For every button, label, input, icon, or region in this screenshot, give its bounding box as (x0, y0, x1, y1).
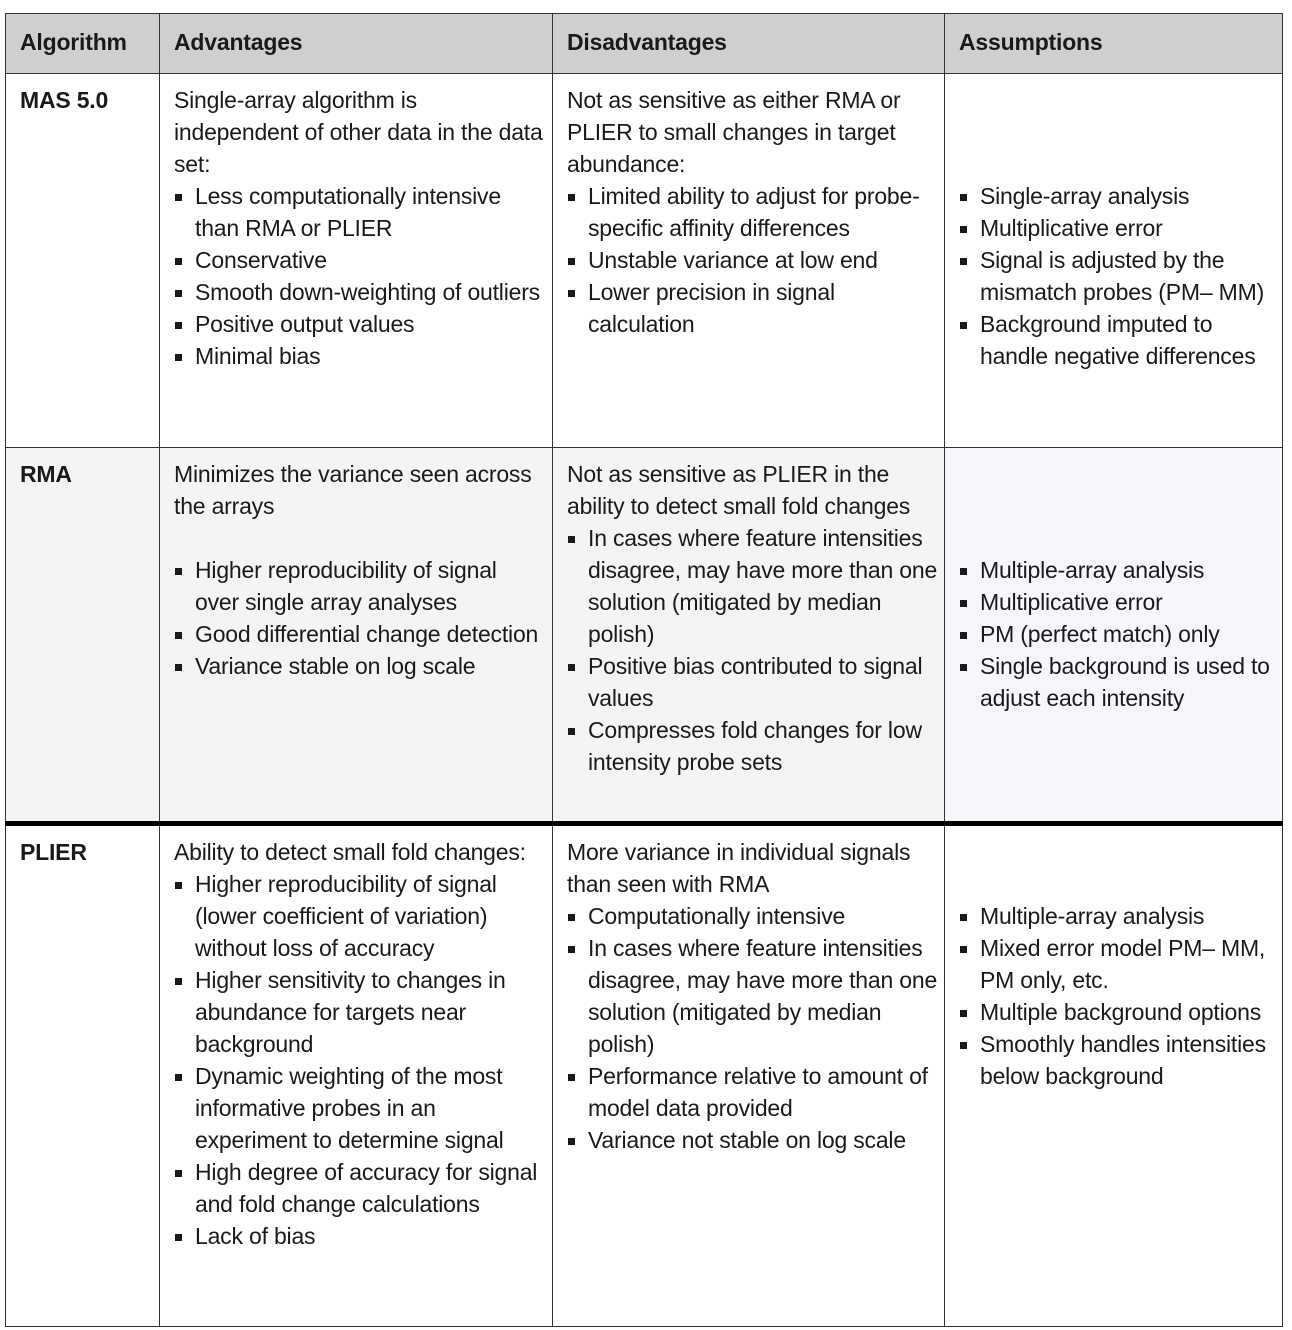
square-bullet-icon (175, 1170, 182, 1177)
square-bullet-icon (175, 194, 182, 201)
assumptions-cell (945, 448, 1283, 824)
list-item-text: Single background is used to adjust each intensity (980, 653, 1270, 711)
square-bullet-icon (568, 258, 575, 265)
list-item-text: Background imputed to handle negative differences (980, 311, 1256, 369)
disadvantages-cell (553, 74, 945, 448)
list-item-text: Multiplicative error (980, 215, 1163, 241)
list-item-text: Variance stable on log scale (195, 653, 476, 679)
header-assumptions: Assumptions (945, 14, 1283, 74)
list-item (174, 1220, 546, 1252)
list-item (959, 586, 1276, 618)
list-item (959, 932, 1276, 996)
square-bullet-icon (960, 1010, 967, 1017)
square-bullet-icon (960, 258, 967, 265)
list-item (959, 996, 1276, 1028)
square-bullet-icon (960, 226, 967, 233)
advantages-list (174, 868, 546, 1252)
advantages-cell (160, 74, 553, 448)
list-item-text: Positive bias contributed to signal values (588, 653, 923, 711)
list-item-text: Less computationally intensive than RMA or PLIER (195, 183, 501, 241)
square-bullet-icon (568, 536, 575, 543)
algorithm-name: RMA (6, 448, 160, 824)
advantages-intro: Ability to detect small fold changes: (174, 839, 526, 865)
advantages-intro: Minimizes the variance seen across the arrays (174, 461, 532, 519)
list-item-text: Lack of bias (195, 1223, 316, 1249)
list-item-text: Limited ability to adjust for probe-specific affinity differences (588, 183, 920, 241)
square-bullet-icon (568, 946, 575, 953)
assumptions-list (959, 180, 1276, 372)
square-bullet-icon (960, 568, 967, 575)
square-bullet-icon (960, 1042, 967, 1049)
list-item-text: In cases where feature intensities disagree, may have more than one solution (mitigated by median polish) (588, 525, 938, 647)
list-item (959, 308, 1276, 372)
list-item-text: Conservative (195, 247, 327, 273)
square-bullet-icon (568, 290, 575, 297)
list-item (959, 900, 1276, 932)
list-item-text: Signal is adjusted by the mismatch probes (PM– MM) (980, 247, 1265, 305)
square-bullet-icon (568, 664, 575, 671)
list-item (959, 650, 1276, 714)
list-item (567, 650, 938, 714)
list-item-text: Single-array analysis (980, 183, 1190, 209)
disadvantages-list (567, 180, 938, 340)
list-item-text: Computationally intensive (588, 903, 846, 929)
list-item (174, 868, 546, 964)
table-row-rma (6, 448, 1283, 824)
list-item (174, 650, 546, 682)
list-item (959, 618, 1276, 650)
list-item-text: Smooth down-weighting of outliers (195, 279, 540, 305)
disadvantages-intro: Not as sensitive as either RMA or PLIER to small changes in target abundance: (567, 87, 901, 177)
list-item (959, 1028, 1276, 1092)
header-advantages: Advantages (160, 14, 553, 74)
list-item (174, 1060, 546, 1156)
disadvantages-intro: More variance in individual signals than seen with RMA (567, 839, 911, 897)
list-item (567, 276, 938, 340)
advantages-cell (160, 448, 553, 824)
list-item-text: Higher reproducibility of signal (lower coefficient of variation) without loss of accuracy (195, 871, 497, 961)
list-item (174, 1156, 546, 1220)
square-bullet-icon (960, 632, 967, 639)
assumptions-list (959, 900, 1276, 1092)
list-item (567, 932, 938, 1060)
disadvantages-list (567, 522, 938, 778)
square-bullet-icon (960, 600, 967, 607)
disadvantages-cell (553, 448, 945, 824)
square-bullet-icon (960, 946, 967, 953)
list-item (567, 1124, 938, 1156)
list-item (959, 180, 1276, 212)
list-item (567, 1060, 938, 1124)
list-item-text: PM (perfect match) only (980, 621, 1220, 647)
square-bullet-icon (175, 1234, 182, 1241)
list-item-text: Unstable variance at low end (588, 247, 878, 273)
list-item (567, 180, 938, 244)
square-bullet-icon (175, 322, 182, 329)
list-item-text: Minimal bias (195, 343, 321, 369)
square-bullet-icon (175, 882, 182, 889)
advantages-list (174, 554, 546, 682)
list-item-text: In cases where feature intensities disagree, may have more than one solution (mitigated by median polish) (588, 935, 938, 1057)
assumptions-list (959, 554, 1276, 714)
list-item (959, 244, 1276, 308)
list-item (174, 308, 546, 340)
list-item (174, 244, 546, 276)
list-item-text: Multiple background options (980, 999, 1261, 1025)
algorithm-name: MAS 5.0 (6, 74, 160, 448)
list-item-text: High degree of accuracy for signal and fold change calculations (195, 1159, 538, 1217)
square-bullet-icon (175, 978, 182, 985)
list-item-text: Compresses fold changes for low intensity probe sets (588, 717, 922, 775)
algorithm-name: PLIER (6, 824, 160, 1327)
list-item-text: Multiple-array analysis (980, 557, 1205, 583)
list-item (959, 212, 1276, 244)
list-item (174, 554, 546, 618)
list-item-text: Positive output values (195, 311, 415, 337)
list-item (174, 180, 546, 244)
list-item-text: Multiple-array analysis (980, 903, 1205, 929)
list-item (174, 276, 546, 308)
advantages-list (174, 180, 546, 372)
square-bullet-icon (175, 290, 182, 297)
list-item (959, 554, 1276, 586)
square-bullet-icon (175, 568, 182, 575)
square-bullet-icon (568, 1074, 575, 1081)
advantages-intro: Single-array algorithm is independent of other data in the data set: (174, 87, 543, 177)
list-item-text: Variance not stable on log scale (588, 1127, 906, 1153)
disadvantages-intro: Not as sensitive as PLIER in the ability to detect small fold changes (567, 461, 911, 519)
header-algorithm: Algorithm (6, 14, 160, 74)
list-item (567, 900, 938, 932)
list-item (174, 964, 546, 1060)
disadvantages-cell (553, 824, 945, 1327)
square-bullet-icon (175, 354, 182, 361)
list-item-text: Smoothly handles intensities below background (980, 1031, 1266, 1089)
list-item-text: Mixed error model PM– MM, PM only, etc. (980, 935, 1266, 993)
square-bullet-icon (960, 322, 967, 329)
square-bullet-icon (568, 1138, 575, 1145)
list-item (567, 244, 938, 276)
square-bullet-icon (960, 914, 967, 921)
table-row-mas-5-0 (6, 74, 1283, 448)
assumptions-cell (945, 824, 1283, 1327)
advantages-cell (160, 824, 553, 1327)
square-bullet-icon (175, 632, 182, 639)
header-row (6, 14, 1283, 74)
square-bullet-icon (568, 728, 575, 735)
list-item-text: Lower precision in signal calculation (588, 279, 835, 337)
square-bullet-icon (175, 258, 182, 265)
square-bullet-icon (568, 194, 575, 201)
list-item (174, 618, 546, 650)
list-item (567, 714, 938, 778)
list-item-text: Higher sensitivity to changes in abundance for targets near background (195, 967, 506, 1057)
list-item-text: Multiplicative error (980, 589, 1163, 615)
algorithm-comparison-table (5, 13, 1283, 1327)
square-bullet-icon (175, 664, 182, 671)
square-bullet-icon (568, 914, 575, 921)
header-disadvantages: Disadvantages (553, 14, 945, 74)
assumptions-cell (945, 74, 1283, 448)
list-item-text: Performance relative to amount of model data provided (588, 1063, 928, 1121)
square-bullet-icon (960, 194, 967, 201)
list-item-text: Higher reproducibility of signal over single array analyses (195, 557, 497, 615)
table-row-plier (6, 824, 1283, 1327)
list-item-text: Dynamic weighting of the most informative probes in an experiment to determine signal (195, 1063, 504, 1153)
disadvantages-list (567, 900, 938, 1156)
list-item-text: Good differential change detection (195, 621, 539, 647)
list-item (567, 522, 938, 650)
square-bullet-icon (175, 1074, 182, 1081)
square-bullet-icon (960, 664, 967, 671)
list-item (174, 340, 546, 372)
